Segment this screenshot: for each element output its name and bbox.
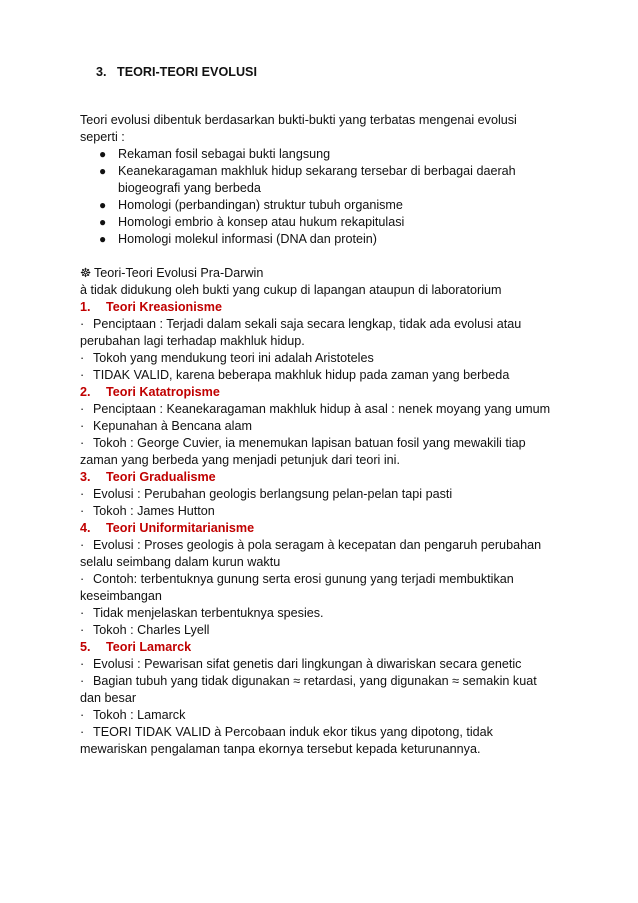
theory-heading bbox=[80, 469, 580, 486]
theory-point: · Evolusi : Proses geologis à pola seragam à kecepatan dan pengaruh perubahan bbox=[80, 538, 542, 552]
theory-point: · Penciptaan : Keanekaragaman makhluk hidup à asal : nenek moyang yang umum bbox=[80, 402, 551, 416]
section-title-text: TEORI-TEORI EVOLUSI bbox=[117, 65, 257, 79]
theory-point-continued: mewariskan pengalaman tanpa ekornya tersebut kepada keturunannya. bbox=[80, 742, 481, 756]
theory-number: 1. bbox=[80, 300, 91, 314]
theory-point-continued: keseimbangan bbox=[80, 589, 162, 603]
bullet-icon: ● bbox=[99, 164, 107, 178]
theory-point: · Tokoh yang mendukung teori ini adalah Aristoteles bbox=[80, 351, 374, 365]
theory-point-continued: perubahan lagi terhadap makhluk hidup. bbox=[80, 334, 305, 348]
middle-dot-icon: · bbox=[80, 436, 85, 450]
list-item: ● Keanekaragaman makhluk hidup sekarang tersebar di berbagai daerah biogeografi yang berbeda bbox=[99, 164, 516, 195]
middle-dot-icon: · bbox=[80, 572, 85, 586]
intro-line: Teori evolusi dibentuk berdasarkan bukti-bukti yang terbatas mengenai evolusi bbox=[80, 113, 517, 127]
middle-dot-icon: · bbox=[80, 504, 85, 518]
theory-point: · Tokoh : George Cuvier, ia menemukan lapisan batuan fosil yang mewakili tiap bbox=[80, 436, 526, 450]
theory-heading bbox=[80, 299, 580, 316]
theory-point: · Kepunahan à Bencana alam bbox=[80, 419, 252, 433]
theory-point: · Contoh: terbentuknya gunung serta erosi gunung yang terjadi membuktikan bbox=[80, 572, 514, 586]
document-body bbox=[80, 112, 580, 758]
theory-number: 4. bbox=[80, 521, 91, 535]
bullet-icon: ● bbox=[99, 147, 107, 161]
middle-dot-icon: · bbox=[80, 725, 85, 739]
theory-point-continued: zaman yang berbeda yang menjadi petunjuk dari teori ini. bbox=[80, 453, 400, 467]
theory-sections bbox=[80, 299, 580, 758]
middle-dot-icon: · bbox=[80, 657, 85, 671]
theory-point: · Tokoh : Charles Lyell bbox=[80, 623, 210, 637]
middle-dot-icon: · bbox=[80, 606, 85, 620]
pre-darwin-note: à tidak didukung oleh bukti yang cukup di lapangan ataupun di laboratorium bbox=[80, 283, 502, 297]
evidence-list bbox=[80, 146, 580, 248]
list-item: ● Homologi (perbandingan) struktur tubuh organisme bbox=[99, 198, 403, 212]
middle-dot-icon: · bbox=[80, 674, 85, 688]
section-title bbox=[96, 64, 257, 81]
theory-point: · TEORI TIDAK VALID à Percobaan induk ekor tikus yang dipotong, tidak bbox=[80, 725, 493, 739]
middle-dot-icon: · bbox=[80, 487, 85, 501]
middle-dot-icon: · bbox=[80, 419, 85, 433]
middle-dot-icon: · bbox=[80, 402, 85, 416]
wheel-icon: ☸ bbox=[80, 266, 92, 280]
theory-number: 2. bbox=[80, 385, 91, 399]
theory-number: 3. bbox=[80, 470, 91, 484]
bullet-icon: ● bbox=[99, 232, 107, 246]
middle-dot-icon: · bbox=[80, 538, 85, 552]
bullet-icon: ● bbox=[99, 198, 107, 212]
theory-name: Teori Gradualisme bbox=[106, 470, 216, 484]
theory-point-continued: selalu seimbang dalam kurun waktu bbox=[80, 555, 281, 569]
theory-number: 5. bbox=[80, 640, 91, 654]
theory-name: Teori Uniformitarianisme bbox=[106, 521, 255, 535]
theory-name: Teori Katatropisme bbox=[106, 385, 220, 399]
bullet-icon: ● bbox=[99, 215, 107, 229]
list-item: ● Homologi embrio à konsep atau hukum rekapitulasi bbox=[99, 215, 405, 229]
theory-name: Teori Lamarck bbox=[106, 640, 192, 654]
middle-dot-icon: · bbox=[80, 351, 85, 365]
theory-point: · Bagian tubuh yang tidak digunakan ≈ retardasi, yang digunakan ≈ semakin kuat bbox=[80, 674, 537, 688]
theory-point: · Tidak menjelaskan terbentuknya spesies. bbox=[80, 606, 324, 620]
theory-heading bbox=[80, 384, 580, 401]
list-item: ● Rekaman fosil sebagai bukti langsung bbox=[99, 147, 331, 161]
theory-point: · Evolusi : Perubahan geologis berlangsung pelan-pelan tapi pasti bbox=[80, 487, 453, 501]
pre-darwin-heading: ☸ Teori-Teori Evolusi Pra-Darwin bbox=[80, 266, 264, 280]
list-item: ● Homologi molekul informasi (DNA dan protein) bbox=[99, 232, 377, 246]
theory-point: · TIDAK VALID, karena beberapa makhluk hidup pada zaman yang berbeda bbox=[80, 368, 510, 382]
theory-point-continued: dan besar bbox=[80, 691, 137, 705]
section-number: 3. bbox=[96, 65, 107, 79]
theory-point: · Penciptaan : Terjadi dalam sekali saja secara lengkap, tidak ada evolusi atau bbox=[80, 317, 522, 331]
middle-dot-icon: · bbox=[80, 368, 85, 382]
theory-heading bbox=[80, 639, 580, 656]
theory-name: Teori Kreasionisme bbox=[106, 300, 222, 314]
theory-point: · Tokoh : Lamarck bbox=[80, 708, 186, 722]
intro-line: seperti : bbox=[80, 130, 125, 144]
theory-point: · Tokoh : James Hutton bbox=[80, 504, 215, 518]
theory-point: · Evolusi : Pewarisan sifat genetis dari lingkungan à diwariskan secara genetic bbox=[80, 657, 522, 671]
middle-dot-icon: · bbox=[80, 317, 85, 331]
middle-dot-icon: · bbox=[80, 708, 85, 722]
theory-heading bbox=[80, 520, 580, 537]
middle-dot-icon: · bbox=[80, 623, 85, 637]
